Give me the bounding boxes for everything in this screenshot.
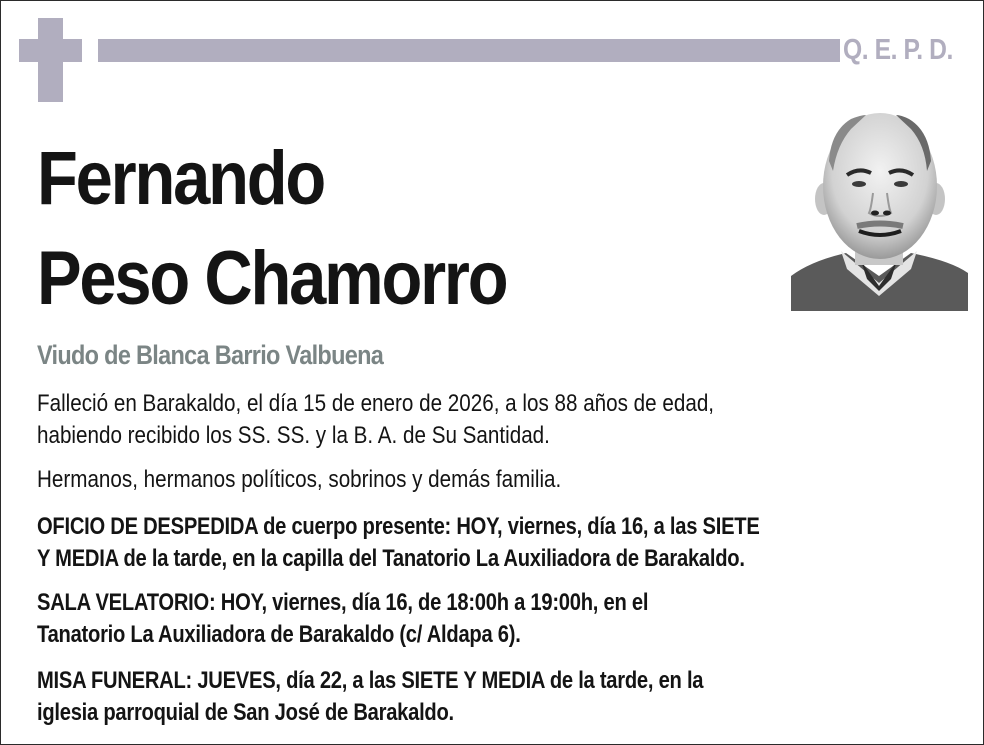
first-name: Fernando [37, 136, 325, 221]
farewell-service: OFICIO DE DESPEDIDA de cuerpo presente: HOY, viernes, día 16, a las SIETE Y MEDIA de la tarde, en la capilla del Tanatorio La Auxiliadora de Barakaldo. [37, 513, 760, 572]
funeral-mass: MISA FUNERAL: JUEVES, día 22, a las SIETE Y MEDIA de la tarde, en la iglesia parroquial de San José de Barakaldo. [37, 667, 704, 726]
surnames: Peso Chamorro [37, 236, 507, 321]
widower-of: Viudo de Blanca Barrio Valbuena [37, 340, 384, 370]
header-bar [98, 39, 840, 62]
portrait-image [791, 101, 968, 311]
portrait-photo [791, 101, 968, 311]
family-line: Hermanos, hermanos políticos, sobrinos y demás familia. [37, 466, 562, 493]
cross-icon-arm [19, 39, 82, 62]
death-notice: Falleció en Barakaldo, el día 15 de enero de 2026, a los 88 años de edad, habiendo recibido los SS. SS. y la B. A. de Su Santidad. [37, 390, 715, 449]
deceased-name [37, 129, 506, 329]
wake-info: SALA VELATORIO: HOY, viernes, día 16, de 18:00h a 19:00h, en el Tanatorio La Auxiliadora de Barakaldo (c/ Aldapa 6). [37, 589, 649, 648]
qepd-label: Q. E. P. D. [843, 34, 953, 66]
